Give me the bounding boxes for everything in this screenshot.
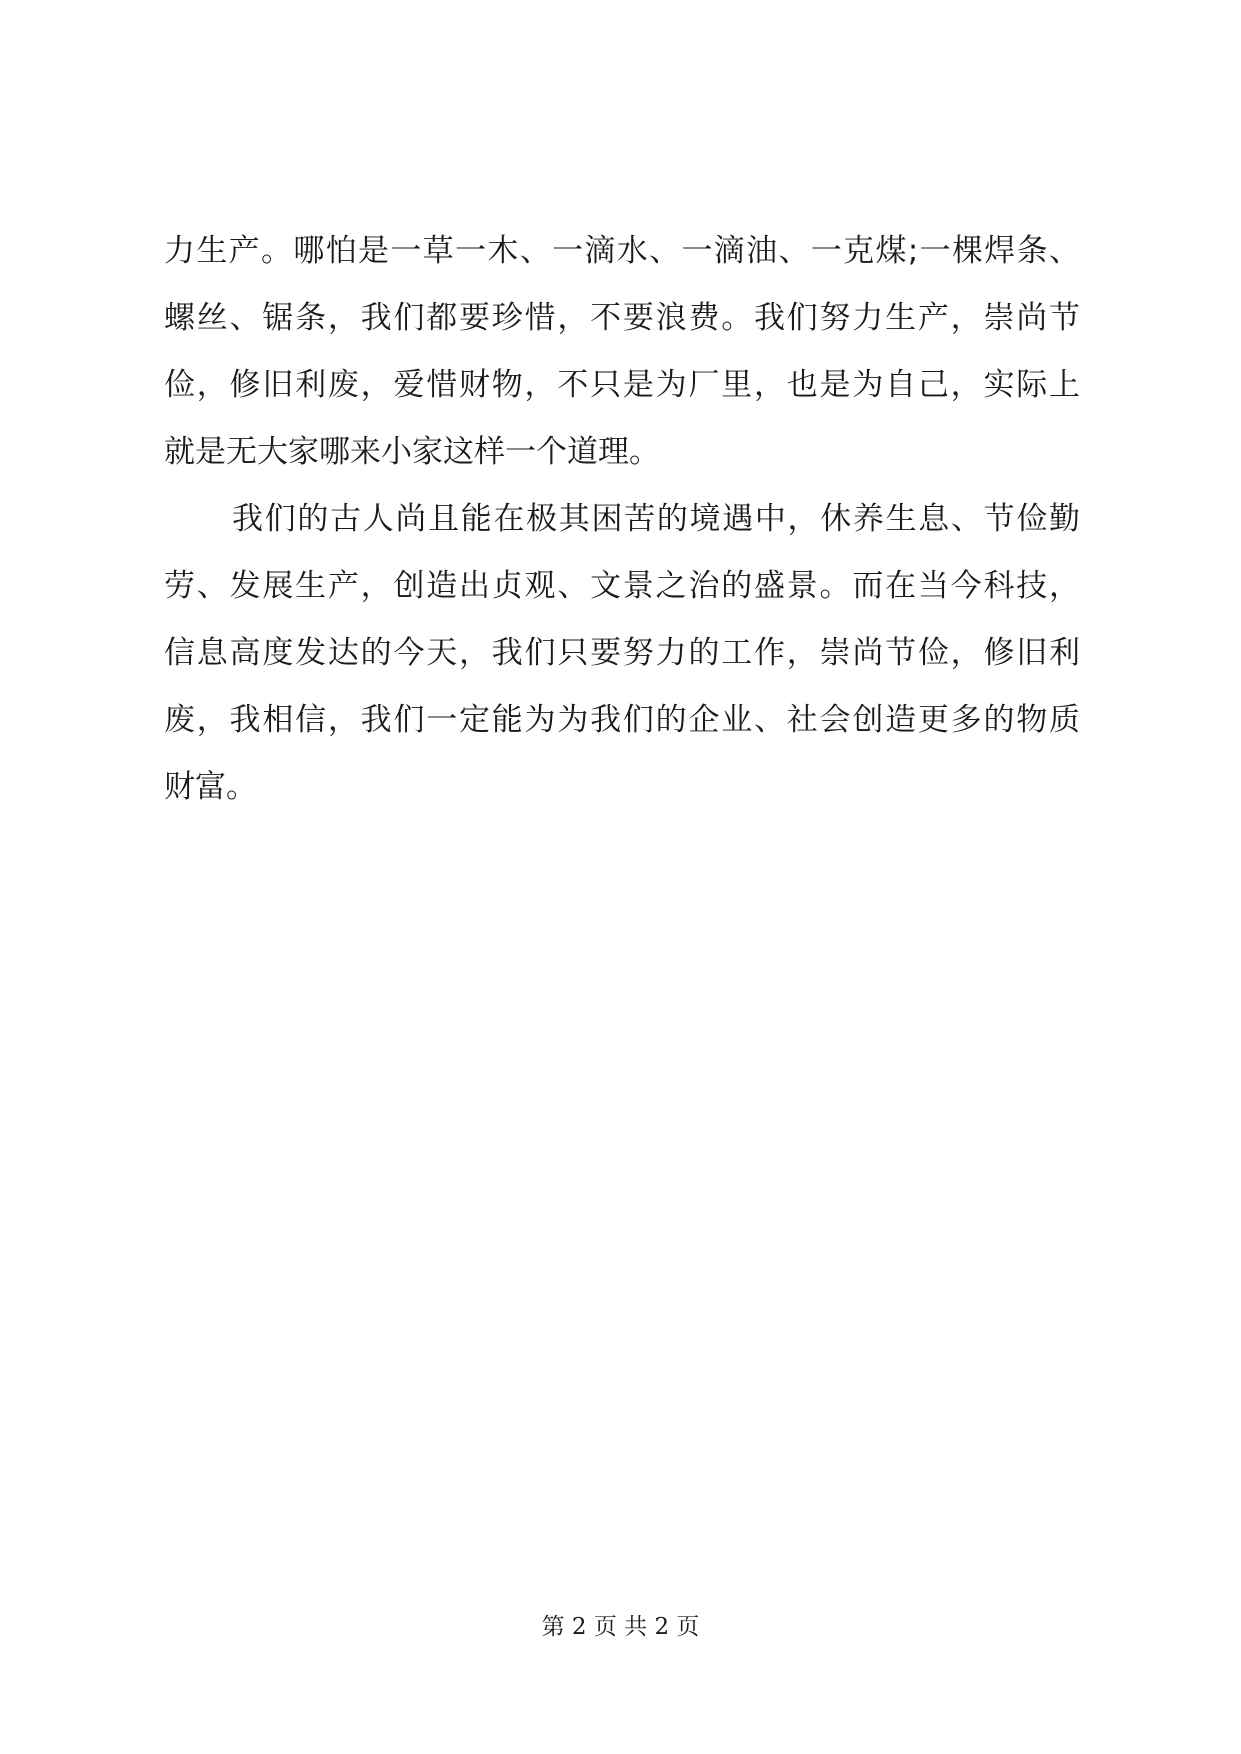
- text-line: 劳、发展生产，创造出贞观、文景之治的盛景。而在当今科技，: [164, 568, 1080, 604]
- text-line: 财富。: [164, 769, 257, 805]
- text-line: 信息高度发达的今天，我们只要努力的工作，崇尚节俭，修旧利: [164, 635, 1080, 671]
- text-line: 力生产。哪怕是一草一木、一滴水、一滴油、一克煤;一棵焊条、: [164, 233, 1080, 269]
- text-line: 俭，修旧利废，爱惜财物，不只是为厂里，也是为自己，实际上: [164, 367, 1080, 403]
- page-footer: 第 2 页 共 2 页: [541, 1614, 700, 1640]
- text-line: 我们的古人尚且能在极其困苦的境遇中，休养生息、节俭勤: [232, 501, 1080, 537]
- text-line: 就是无大家哪来小家这样一个道理。: [164, 434, 660, 470]
- text-line: 废，我相信，我们一定能为为我们的企业、社会创造更多的物质: [164, 702, 1080, 738]
- paragraph-1: [164, 222, 1080, 481]
- paragraph-2: [164, 490, 1080, 816]
- text-line: 螺丝、锯条，我们都要珍惜，不要浪费。我们努力生产，崇尚节: [164, 300, 1080, 336]
- body-text: [164, 222, 1080, 825]
